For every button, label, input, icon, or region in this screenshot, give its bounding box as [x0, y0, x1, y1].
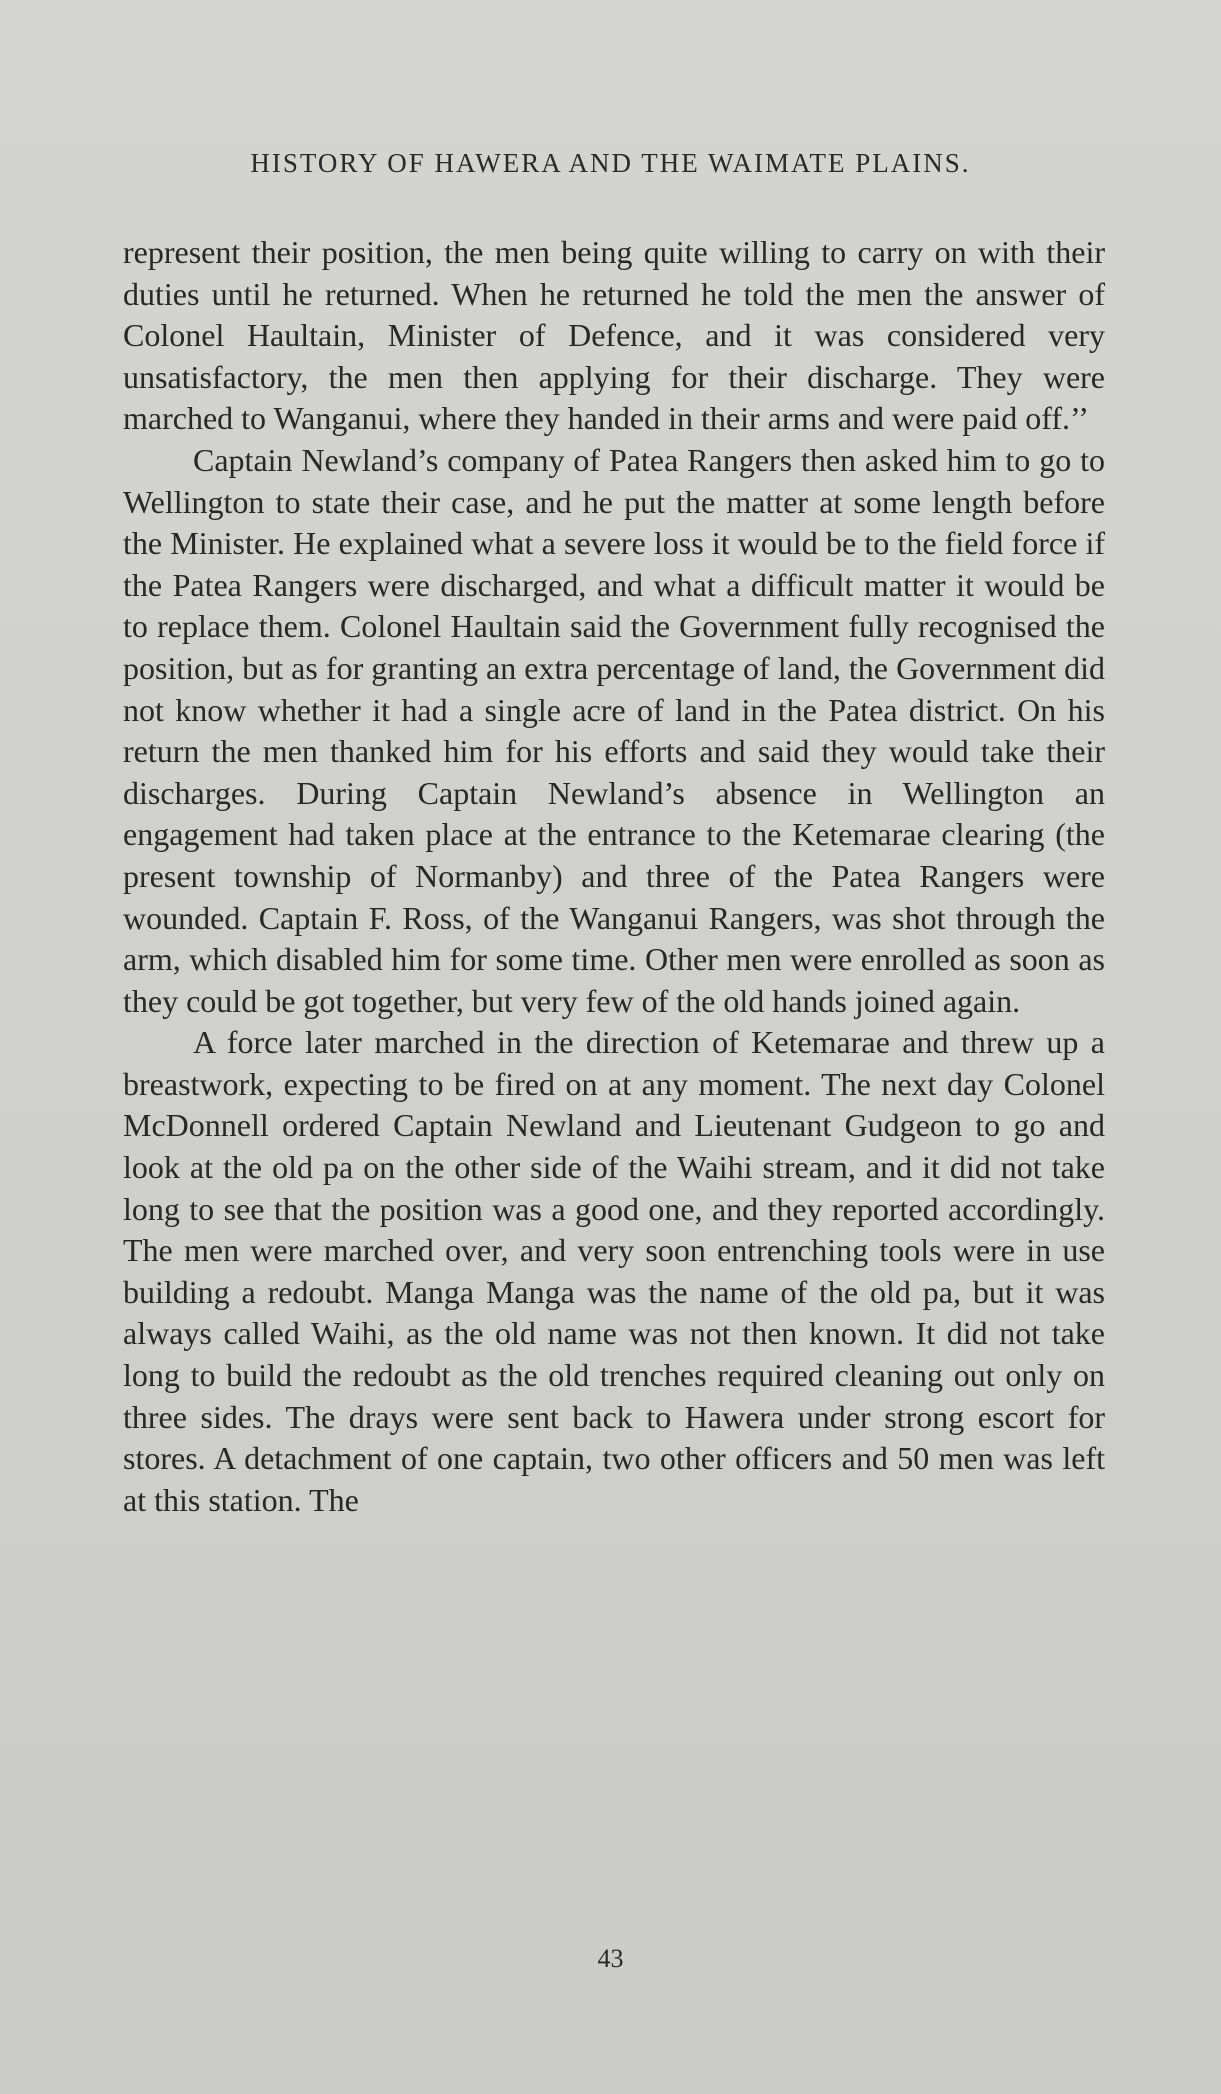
paragraph-continuation: represent their position, the men being quite willing to carry on with their duties until he returned. When he returned he told the men the answer of Colonel Haultain, Minister of Defence, and it was considered very unsatisfactory, the men then applying for their discharge. They were marched to Wanganui, where they handed in their arms and were paid off.’’: [123, 234, 1105, 437]
body-text: [123, 232, 1105, 1521]
paragraph-newland-company: Captain Newland’s company of Patea Rangers then asked him to go to Wellington to state their case, and he put the matter at some length before the Minister. He explained what a severe loss it would be to the field force if the Patea Rangers were discharged, and what a difficult matter it would be to replace them. Colonel Haultain said the Government fully recognised the position, but as for granting an extra percentage of land, the Government did not know whether it had a single acre of land in the Patea district. On his return the men thanked him for his efforts and said they would take their discharges. During Captain Newland’s absence in Wellington an engagement had taken place at the entrance to the Ketemarae clearing (the present township of Normanby) and three of the Patea Rangers were wounded. Captain F. Ross, of the Wanganui Rangers, was shot through the arm, which disabled him for some time. Other men were enrolled as soon as they could be got together, but very few of the old hands joined again.: [123, 441, 1105, 1019]
page-number: 43: [597, 1944, 624, 1973]
running-head: HISTORY OF HAWERA AND THE WAIMATE PLAINS.: [250, 148, 971, 178]
paragraph-ketemarae-march: A force later marched in the direction of Ketemarae and threw up a breastwork, expecting to be fired on at any moment. The next day Colonel McDonnell ordered Captain Newland and Lieutenant Gudgeon to go and look at the old pa on the other side of the Waihi stream, and it did not take long to see that the position was a good one, and they reported accordingly. The men were marched over, and very soon entrenching tools were in use building a redoubt. Manga Manga was the name of the old pa, but it was always called Waihi, as the old name was not then known. It did not take long to build the redoubt as the old trenches required cleaning out only on three sides. The drays were sent back to Hawera under strong escort for stores. A detachment of one captain, two other officers and 50 men was left at this station. The: [123, 1024, 1105, 1518]
